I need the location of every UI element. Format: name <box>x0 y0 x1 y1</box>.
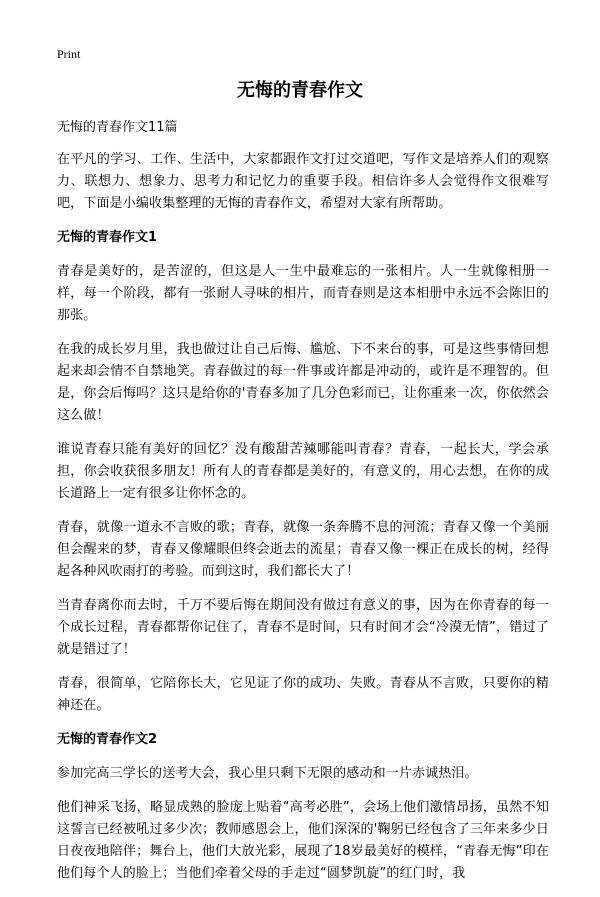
document-body <box>57 117 549 897</box>
intro-paragraph: 在平凡的学习、工作、生活中，大家都跟作文打过交道吧，写作文是培养人们的观察力、联想力、想象力、思考力和记忆力的重要手段。相信许多人会觉得作文很难写吧，下面是小编收集整理的无悔的青春作文，希望对大家有所帮助。 <box>57 152 549 211</box>
essay-1-paragraph-1: 青春是美好的，是苦涩的，但这是人一生中最难忘的一张相片。人一生就像相册一样，每一个阶段，都有一张耐人寻味的相片，而青春则是这本相册中永远不会陈旧的那张。 <box>57 264 549 323</box>
essay-2-paragraph-2: 他们神采飞扬，略显成熟的脸庞上贴着“高考必胜”，会场上他们激情昂扬，虽然不知这誓言已经被吼过多少次；教师感恩会上，他们深深的'鞠躬已经包含了三年来多少日日夜夜地陪伴；舞台上，他们大放光彩，展现了18岁最美好的模样，“青春无悔”印在他们每个人的脸上；当他们牵着父母的手走过“圆梦凯旋”的红门时，我 <box>57 800 549 881</box>
essay-2-paragraph-1: 参加完高三学长的送考大会，我心里只剩下无限的感动和一片赤诚热泪。 <box>57 766 478 781</box>
print-link[interactable]: Print <box>57 47 81 61</box>
essay-1-paragraph-4: 青春，就像一道永不言败的歌；青春，就像一条奔腾不息的河流；青春又像一个美丽但会醒来的梦，青春又像耀眼但终会逝去的流星；青春又像一棵正在成长的树，经得起各种风吹雨打的考验。而到这时，我们都长大了！ <box>57 520 549 579</box>
essay-1-paragraph-5: 当青春离你而去时，千万不要后悔在期间没有做过有意义的事，因为在你青春的每一个成长过程，青春都帮你记住了，青春不是时间，只有时间才会“冷漠无情”，错过了就是错过了！ <box>57 598 549 657</box>
essay-1-paragraph-3: 谁说青春只能有美好的回忆？没有酸甜苦辣哪能叫青春？青春，一起长大，学会承担，你会收获很多朋友！所有人的青春都是美好的，有意义的，用心去想，在你的成长道路上一定有很多让你怀念的。 <box>57 442 549 501</box>
collection-subtitle: 无悔的青春作文11篇 <box>57 120 178 135</box>
essay-1-paragraph-2: 在我的成长岁月里，我也做过让自己后悔、尴尬、下不来台的事，可是这些事情回想起来却会情不自禁地笑。青春做过的每一件事或许都是冲动的，或许是不理智的。但是，你会后悔吗？这只是给你的'青春多加了几分色彩而已，让你重来一次，你依然会这么做！ <box>57 342 549 423</box>
essay-1-paragraph-6: 青春，很简单，它陪你长大，它见证了你的成功、失败。青春从不言败，只要你的精神还在。 <box>57 676 549 713</box>
essay-heading-1: 无悔的青春作文1 <box>57 230 158 245</box>
essay-heading-2: 无悔的青春作文2 <box>57 732 158 747</box>
page-title: 无悔的青春作文 <box>237 80 363 101</box>
